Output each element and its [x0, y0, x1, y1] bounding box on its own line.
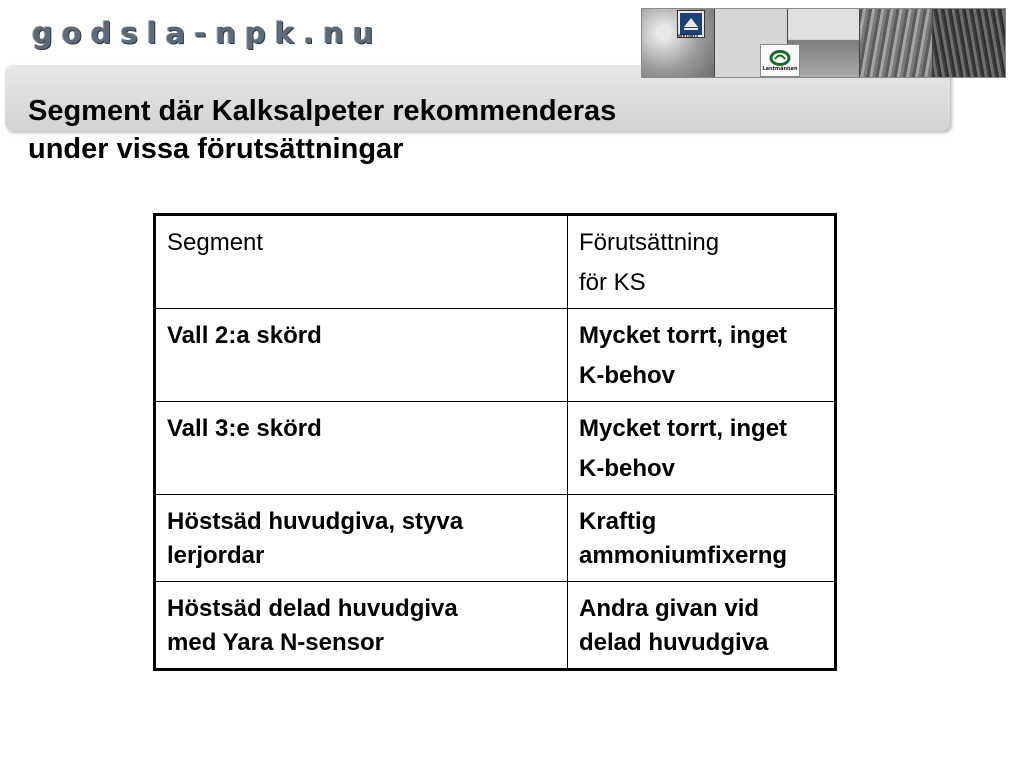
- segment-text-line2: med Yara N-sensor: [167, 629, 384, 656]
- leaf-ring-icon: [769, 50, 791, 66]
- condition-cell: [568, 495, 836, 582]
- segment-text: Vall 3:e skörd: [167, 415, 322, 442]
- table-header-row: [155, 215, 836, 309]
- segment-text-line1: Höstsäd huvudgiva, styva: [167, 508, 464, 535]
- condition-text-line1: Andra givan vid: [579, 595, 760, 622]
- viking-ship-icon: [680, 13, 702, 35]
- header-segment: [155, 215, 568, 309]
- condition-text-line2: K-behov: [579, 362, 675, 389]
- condition-text-line2: ammoniumfixerng: [579, 542, 788, 569]
- lantmannen-logo-text: Lantmännen: [762, 65, 798, 72]
- crop-photo: [933, 9, 1005, 77]
- slide-title: [28, 92, 616, 168]
- table-row: [155, 495, 836, 582]
- condition-cell: [568, 582, 836, 670]
- segment-cell: [155, 402, 568, 495]
- condition-text-line1: Kraftig: [579, 508, 657, 535]
- segment-cell: [155, 582, 568, 670]
- segment-cell: [155, 495, 568, 582]
- lantmannen-logo: [760, 44, 800, 77]
- table-row: [155, 402, 836, 495]
- segment-text: Vall 2:a skörd: [167, 322, 322, 349]
- segment-text-line2: lerjordar: [167, 542, 265, 569]
- segment-cell: [155, 309, 568, 402]
- slide-title-line2: under vissa förutsättningar: [28, 133, 404, 165]
- header-condition-line2: för KS: [579, 269, 646, 296]
- table-row: [155, 309, 836, 402]
- header-condition: [568, 215, 836, 309]
- condition-cell: [568, 402, 836, 495]
- segment-table: [153, 213, 837, 671]
- condition-text-line2: K-behov: [579, 455, 675, 482]
- segment-text-line1: Höstsäd delad huvudgiva: [167, 595, 458, 622]
- condition-text-line1: Mycket torrt, inget: [579, 415, 788, 442]
- hydro-logo-text: HYDRO: [678, 34, 699, 40]
- condition-text-line1: Mycket torrt, inget: [579, 322, 788, 349]
- header-condition-line1: Förutsättning: [579, 229, 720, 256]
- condition-text-line2: delad huvudgiva: [579, 629, 769, 656]
- header-segment-label: Segment: [167, 229, 264, 256]
- table-row: [155, 582, 836, 670]
- grain-photo: [860, 9, 933, 77]
- slide-title-line1: Segment där Kalksalpeter rekommenderas: [28, 95, 617, 127]
- site-logo: godsla-npk.nu: [32, 16, 383, 50]
- condition-cell: [568, 309, 836, 402]
